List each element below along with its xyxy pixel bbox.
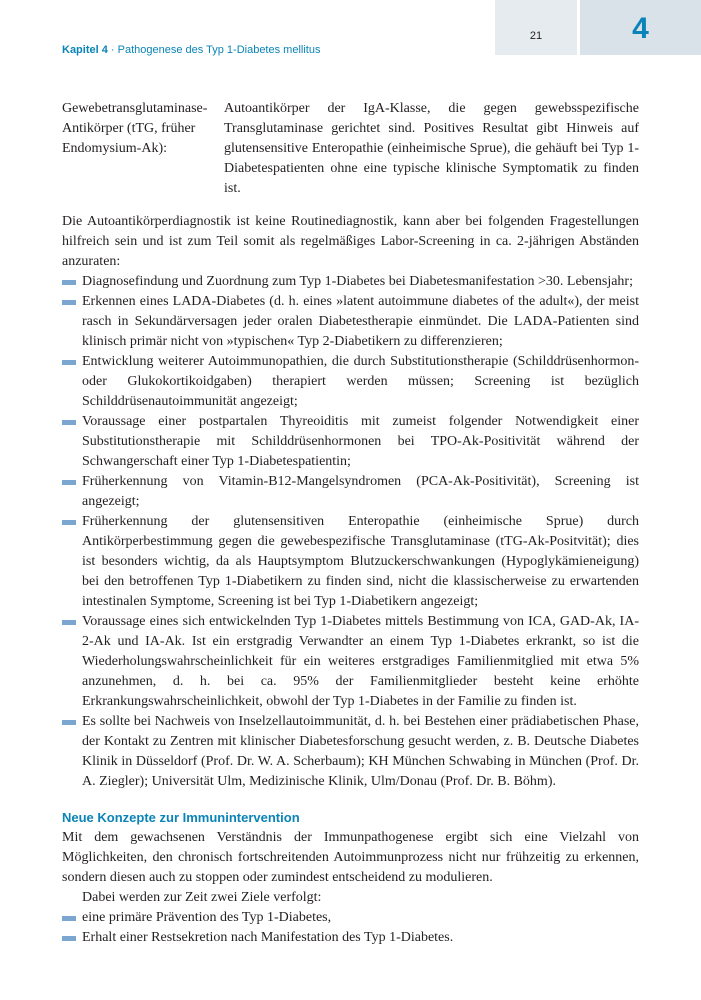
- list-item: Voraussage eines sich entwickelnden Typ 1-Diabetes mittels Bestimmung von ICA, GAD-Ak, IA-2-Ak und IA-Ak. Ist ein erstgradig Verwandter an einem Typ 1-Diabetes erkrankt, so ist die Wiederholungswahrscheinlichkeit für ein weiteres erstgradiges Familienmitglied mit etwa 5% anzunehmen, d. h. bei ca. 95% der Familienmitglieder besteht keine erhöhte Erkrankungswahrscheinlichkeit, obwohl der Typ 1-Diabetes in der Familie zu finden ist.: [62, 612, 639, 712]
- list-item: Entwicklung weiterer Autoimmunopathien, die durch Substitutionstherapie (Schilddrüsenhormon- oder Glukokortikoidgaben) therapiert werden müssen; Screening ist bezüglich Schilddrüsenautoimmunität angezeigt;: [62, 352, 639, 412]
- page-number-box: [495, 0, 577, 55]
- main-content: [62, 212, 639, 948]
- indication-list: [62, 272, 639, 792]
- page-number: 21: [529, 30, 543, 42]
- running-header: [62, 44, 320, 56]
- goals-intro: Dabei werden zur Zeit zwei Ziele verfolgt:: [82, 890, 322, 905]
- list-item: Diagnosefindung und Zuordnung zum Typ 1-Diabetes bei Diabetesmanifestation >30. Lebensjahr;: [62, 272, 639, 292]
- list-item: Voraussage einer postpartalen Thyreoiditis mit zumeist folgender Notwendigkeit einer Substitutionstherapie mit Schilddrüsenhormonen bei TPO-Ak-Positivität während der Schwangerschaft einer Typ 1-Diabetespatientin;: [62, 412, 639, 472]
- chapter-separator: ·: [107, 44, 118, 56]
- list-item: eine primäre Prävention des Typ 1-Diabetes,: [62, 908, 639, 928]
- list-item: Erhalt einer Restsekretion nach Manifestation des Typ 1-Diabetes.: [62, 928, 639, 948]
- list-item: Früherkennung von Vitamin-B12-Mangelsyndromen (PCA-Ak-Positivität), Screening ist angezeigt;: [62, 472, 639, 512]
- list-item: Erkennen eines LADA-Diabetes (d. h. eines »latent autoimmune diabetes of the adult«), der meist rasch in Sekundärversagen jeder oralen Diabetestherapie einmündet. Die LADA-Patienten sind klinisch primär nicht von »typischen« Typ 2-Diabetikern zu differenzieren;: [62, 292, 639, 352]
- chapter-number: 4: [632, 12, 649, 45]
- chapter-label: Kapitel 4: [62, 44, 108, 56]
- definition-text: Autoantikörper der IgA-Klasse, die gegen gewebsspezifische Transglutaminase gerichtet sind. Positives Resultat gibt Hinweis auf glutensensitive Enteropathie (einheimische Sprue), die gehäuft bei Typ 1-Diabetespatienten ohne eine typische klinische Symptomatik zu finden ist.: [224, 101, 639, 196]
- list-item: Früherkennung der glutensensitiven Enteropathie (einheimische Sprue) durch Antikörperbestimmung gegen die gewebespezifische Transglutaminase (tTG-Ak-Positvität); dies ist besonders wichtig, da als Hauptsymptom Blutzuckerschwankungen (Hypoglykämieneigung) bei den betroffenen Typ 1-Diabetikern zu finden sind, nicht die klassischerweise zu erwartenden intestinalen Symptome, Screening ist bei Typ 1-Diabetikern angezeigt;: [62, 512, 639, 612]
- section-paragraph: Mit dem gewachsenen Verständnis der Immunpathogenese ergibt sich eine Vielzahl von Möglichkeiten, den chronisch fortschreitenden Autoimmunprozess nicht nur frühzeitig zu erkennen, sondern diesen auch zu stoppen oder zumindest entscheidend zu modulieren.: [62, 830, 639, 885]
- definition-term: Gewebetransglutaminase-Antikörper (tTG, früher Endomysium-Ak):: [62, 101, 208, 156]
- list-item: Es sollte bei Nachweis von Inselzellautoimmunität, d. h. bei Bestehen einer prädiabetischen Phase, der Kontakt zu Zentren mit klinischer Diabetesforschung gesucht werden, z. B. Deutsche Diabetes Klinik in Düsseldorf (Prof. Dr. W. A. Scherbaum); KH München Schwabing in München (Prof. Dr. A. Ziegler); Universität Ulm, Medizinische Klinik, Ulm/Donau (Prof. Dr. B. Böhm).: [62, 712, 639, 792]
- goals-list: [62, 908, 639, 948]
- chapter-title: Pathogenese des Typ 1-Diabetes mellitus: [117, 44, 321, 56]
- section-heading: Neue Konzepte zur Immunintervention: [62, 810, 300, 825]
- intro-paragraph: Die Autoantikörperdiagnostik ist keine Routinediagnostik, kann aber bei folgenden Fragestellungen hilfreich sein und ist zum Teil somit als regelmäßiges Labor-Screening in ca. 2-jährigen Abständen anzuraten:: [62, 214, 639, 269]
